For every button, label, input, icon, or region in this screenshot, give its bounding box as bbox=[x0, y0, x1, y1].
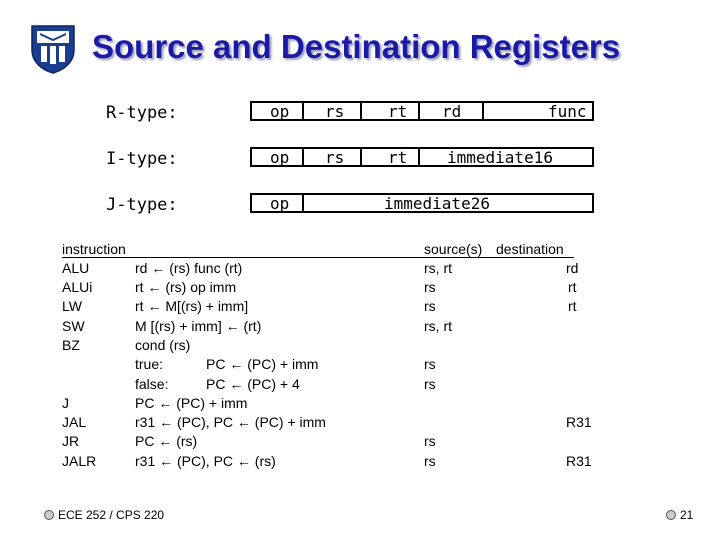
footer-page-number bbox=[666, 508, 693, 522]
row-operation: r31 ← (PC), PC ← (PC) + imm bbox=[135, 414, 326, 430]
row-condition-label: false: bbox=[135, 376, 169, 392]
header-sources: source(s) bbox=[424, 241, 483, 257]
row-name: JR bbox=[62, 433, 80, 449]
field-op: op bbox=[270, 194, 290, 213]
row-destination: rd bbox=[566, 260, 579, 276]
row-name: ALUi bbox=[62, 279, 93, 295]
r-type-format-box bbox=[250, 101, 594, 121]
row-operation: PC ← (PC) + imm bbox=[135, 395, 248, 411]
row-operation: rd ← (rs) func (rt) bbox=[135, 260, 243, 276]
field-rs: rs bbox=[325, 102, 345, 121]
row-destination: rt bbox=[568, 298, 577, 314]
field-immediate16: immediate16 bbox=[447, 148, 553, 167]
row-name: ALU bbox=[62, 260, 90, 276]
row-sources: rs, rt bbox=[424, 260, 452, 276]
row-operation: PC ← (PC) + 4 bbox=[206, 376, 300, 392]
header-instruction: instruction bbox=[62, 241, 126, 257]
row-operation: rt ← M[(rs) + imm] bbox=[135, 298, 249, 314]
format-label-i-type: I-type: bbox=[106, 149, 178, 169]
field-rd: rd bbox=[442, 102, 462, 121]
field-rt: rt bbox=[388, 148, 408, 167]
field-rs: rs bbox=[325, 148, 345, 167]
row-operation: PC ← (rs) bbox=[135, 433, 198, 449]
field-op: op bbox=[270, 102, 290, 121]
field-func: func bbox=[548, 102, 587, 121]
row-name: JALR bbox=[62, 453, 97, 469]
header-destination: destination bbox=[496, 241, 564, 257]
row-operation: PC ← (PC) + imm bbox=[206, 356, 319, 372]
row-operation: rt ← (rs) op imm bbox=[135, 279, 237, 295]
field-op: op bbox=[270, 148, 290, 167]
bullet-icon bbox=[666, 510, 676, 520]
format-label-r-type: R-type: bbox=[106, 103, 178, 123]
row-condition-label: true: bbox=[135, 356, 164, 372]
row-sources: rs bbox=[424, 356, 436, 372]
row-name: J bbox=[62, 395, 69, 411]
j-type-format-box bbox=[250, 193, 594, 213]
i-type-format-box bbox=[250, 147, 594, 167]
row-name: LW bbox=[62, 298, 82, 314]
row-operation: cond (rs) bbox=[135, 337, 191, 353]
row-name: BZ bbox=[62, 337, 80, 353]
footer-page-text: 21 bbox=[680, 508, 694, 522]
row-destination: R31 bbox=[566, 414, 592, 430]
row-operation: M [(rs) + imm] ← (rt) bbox=[135, 318, 262, 334]
row-sources: rs bbox=[424, 298, 436, 314]
field-rt: rt bbox=[388, 102, 408, 121]
row-name: JAL bbox=[62, 414, 87, 430]
row-sources: rs, rt bbox=[424, 318, 452, 334]
footer-course-text: ECE 252 / CPS 220 bbox=[58, 508, 165, 522]
footer-course bbox=[44, 508, 164, 522]
row-sources: rs bbox=[424, 433, 436, 449]
bullet-icon bbox=[44, 510, 54, 520]
university-shield-logo bbox=[28, 22, 78, 74]
page-title: Source and Destination Registers bbox=[92, 28, 621, 65]
row-sources: rs bbox=[424, 453, 436, 469]
row-name: SW bbox=[62, 318, 85, 334]
row-sources: rs bbox=[424, 376, 436, 392]
row-destination: R31 bbox=[566, 453, 592, 469]
field-immediate26: immediate26 bbox=[384, 194, 490, 213]
header-underline bbox=[62, 257, 574, 258]
row-destination: rt bbox=[568, 279, 577, 295]
row-operation: r31 ← (PC), PC ← (rs) bbox=[135, 453, 276, 469]
format-label-j-type: J-type: bbox=[106, 195, 178, 215]
row-sources: rs bbox=[424, 279, 436, 295]
